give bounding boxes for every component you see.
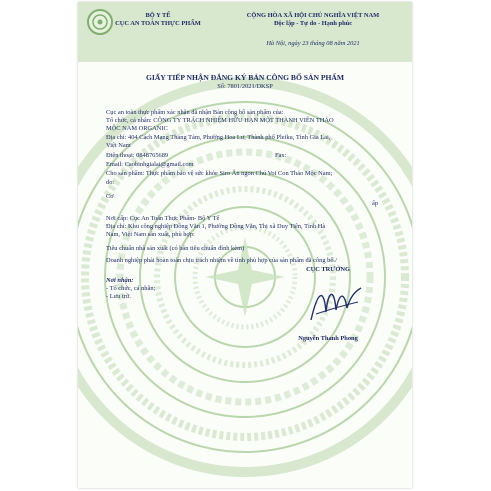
- republic-name: CỘNG HÒA XÃ HỘI CHỦ NGHĨA VIỆT NAM: [246, 12, 380, 19]
- national-motto: Độc lập - Tự do - Hạnh phúc: [273, 20, 353, 27]
- recipient-item-2: - Lưu trữ.: [106, 293, 131, 300]
- body-line-4: Địa chỉ: 404 Cách Mạng Tháng Tám, Phường Hoa Lư, Thành phố Pleiku, Tỉnh Gia Lai,: [106, 134, 331, 141]
- document-paper: [78, 2, 412, 488]
- fax-label: Fax:: [275, 152, 287, 159]
- recipient-item-1: - Tổ chức, cá nhân;: [106, 285, 156, 292]
- signatory-name: Nguyễn Thanh Phong: [298, 335, 358, 342]
- body-line-2: Tổ chức, cá nhân: CÔNG TY TRÁCH NHIỆM HỮU HẠN MỘT THÀNH VIÊN THẢO: [106, 117, 334, 124]
- issuer-line: Nơi cấp: Cục An Toàn Thực Phẩm- Bộ Y Tế: [106, 215, 220, 222]
- document-number: Số: 7801/2021/DKSP: [217, 83, 273, 90]
- document-title: GIẤY TIẾP NHẬN ĐĂNG KÝ BẢN CÔNG BỐ SẢN PHẨM: [145, 73, 345, 82]
- place-date: Hà Nội, ngày 23 tháng 08 năm 2021: [266, 40, 360, 47]
- responsibility-line: Doanh nghiệp phải hoàn toàn chịu trách nhiệm về tính phù hợp của sản phẩm đã công bố./: [106, 257, 337, 264]
- phone-line: Điện thoại: 0848765689: [106, 152, 169, 159]
- issuer-address-line-2: Nam, Việt Nam sản xuất, phù hợp:: [106, 231, 195, 238]
- body-line-5: Việt Nam: [106, 142, 131, 149]
- manufacturer-line-do: do:: [106, 179, 115, 186]
- issuer-address-line-1: Địa chỉ: Khu công nghiệp Đồng Văn 1, Phường Đồng Văn, Thị xã Duy Tiên, Tỉnh Hà: [106, 223, 326, 230]
- recipients-heading: Nơi nhận:: [106, 277, 134, 284]
- body-line-1: Cục an toàn thực phẩm xác nhận đã nhận Bản công bố sản phẩm của:: [106, 109, 284, 116]
- partial-line-ap: ấp: [372, 200, 379, 207]
- standard-line: Tiêu chuẩn nhà sản xuất (có bản tiêu chuẩn đính kèm): [106, 245, 245, 252]
- email-line: Email: Caobinhgialai@gmail.com: [106, 161, 194, 168]
- ministry-name: BỘ Y TẾ: [145, 12, 171, 19]
- body-line-3: MỘC NAM ORGANIC: [106, 125, 168, 132]
- handwritten-signature: [306, 280, 366, 328]
- product-line: Cho sản phẩm: Thực phẩm bảo vệ sức khỏe Siro Ăn ngon Chú Voi Con Thảo Mộc Nam;: [106, 170, 333, 177]
- partial-line-co: Cơ: [106, 193, 114, 200]
- agency-name: CỤC AN TOÀN THỰC PHẨM: [115, 20, 201, 27]
- signatory-title: CỤC TRƯỞNG: [306, 266, 350, 273]
